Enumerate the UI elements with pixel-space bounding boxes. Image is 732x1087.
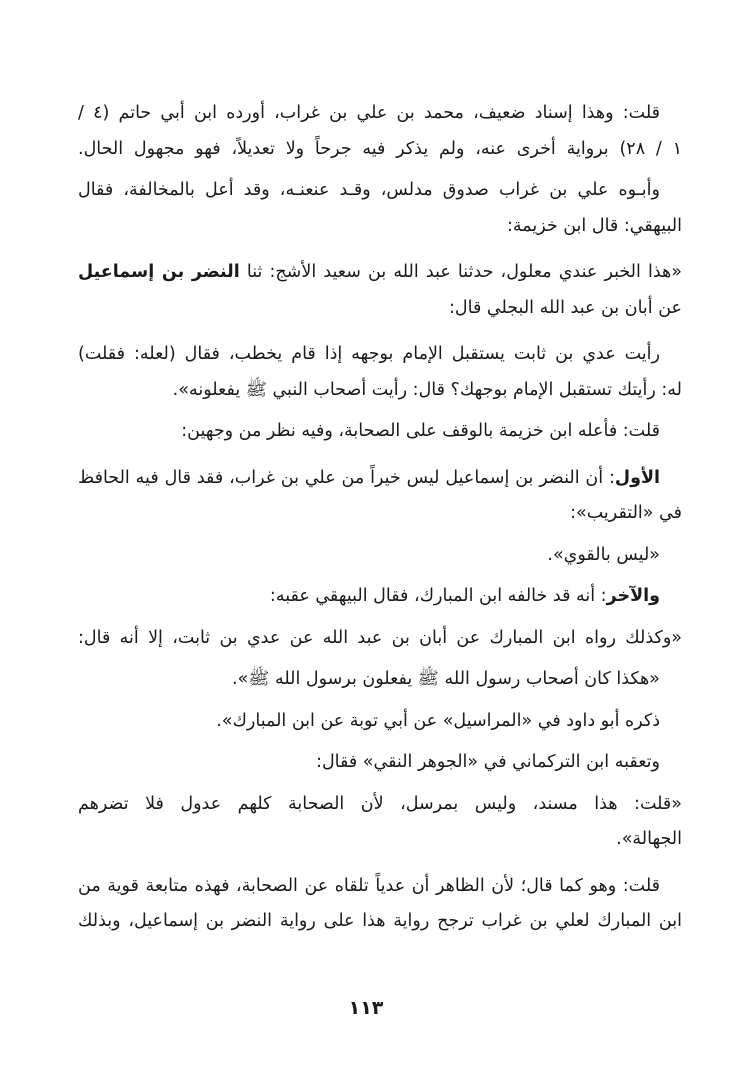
- page-number: ١١٣: [348, 997, 384, 1019]
- first-point-text: : أن النضر بن إسماعيل ليس خيراً من علي بن غراب، فقد قال فيه الحافظ: [78, 467, 615, 488]
- paragraph-2-line-2: البيهقي: قال ابن خزيمة:: [506, 215, 682, 236]
- paragraph-14-line-1: قلت: وهو كما قال؛ لأن الظاهر أن عدياً تلقاه عن الصحابة، فهذه متابعة قوية من: [78, 875, 660, 896]
- paragraph-5-line-1: قلت: فأعله ابن خزيمة بالوقف على الصحابة، وفيه نظر من وجهين:: [181, 421, 660, 441]
- paragraph-4-line-2: له: رأيتك تستقبل الإمام بوجهك؟ قال: رأيت أصحاب النبي ﷺ يفعلونه».: [172, 379, 682, 400]
- paragraph-12-line-1: وتعقبه ابن التركماني في «الجوهر النقي» فقال:: [316, 752, 660, 772]
- second-point-text: : أنه قد خالفه ابن المبارك، فقال البيهقي عقبه:: [269, 586, 607, 606]
- paragraph-8-line-1: [78, 579, 682, 615]
- quote-text: «هذا الخبر عندي معلول، حدثنا عبد الله بن سعيد الأشج: ثنا: [239, 262, 682, 282]
- paragraph-3-line-1: [78, 255, 682, 291]
- narrator-name-bold: النضر بن إسماعيل: [78, 262, 240, 282]
- page-body-text: [78, 96, 682, 940]
- paragraph-1-line-1: قلت: وهذا إسناد ضعيف، محمد بن علي بن غراب، أورده ابن أبي حاتم (٤ /: [78, 103, 660, 123]
- paragraph-7-line-1: «ليس بالقوي».: [547, 544, 660, 565]
- paragraph-3-line-2: عن أبان بن عبد الله البجلي قال:: [449, 297, 682, 318]
- paragraph-6-line-1: [78, 461, 682, 497]
- paragraph-6-line-2: في «التقريب»:: [570, 503, 682, 523]
- second-point-label: والآخر: [606, 586, 660, 606]
- paragraph-2-line-1: وأبـوه علي بن غراب صدوق مدلس، وقـد عنعنـه، وقد أعل بالمخالفة، فقال: [78, 180, 660, 200]
- paragraph-1-line-2: ١ / ٢٨) برواية أخرى عنه، ولم يذكر فيه جرحاً ولا تعديلاً، فهو مجهول الحال.: [78, 138, 682, 159]
- paragraph-10-line-1: «هكذا كان أصحاب رسول الله ﷺ يفعلون برسول الله ﷺ».: [231, 669, 660, 689]
- paragraph-9-line-1: «وكذلك رواه ابن المبارك عن أبان بن عبد الله عن عدي بن ثابت، إلا أنه قال:: [78, 627, 682, 648]
- paragraph-4-line-1: رأيت عدي بن ثابت يستقبل الإمام بوجهه إذا قام يخطب، فقال (لعله: فقلت): [78, 344, 660, 364]
- paragraph-11-line-1: ذكره أبو داود في «المراسيل» عن أبي توبة عن ابن المبارك».: [216, 710, 660, 731]
- paragraph-13-line-1: «قلت: هذا مسند، وليس بمرسل، لأن الصحابة كلهم عدول فلا تضرهم: [78, 793, 682, 814]
- paragraph-14-line-2: ابن المبارك لعلي بن غراب ترجح رواية هذا على رواية النضر بن إسماعيل، وبذلك: [78, 911, 682, 931]
- first-point-label: الأول: [614, 467, 660, 488]
- paragraph-13-line-2: الجهالة».: [616, 829, 682, 849]
